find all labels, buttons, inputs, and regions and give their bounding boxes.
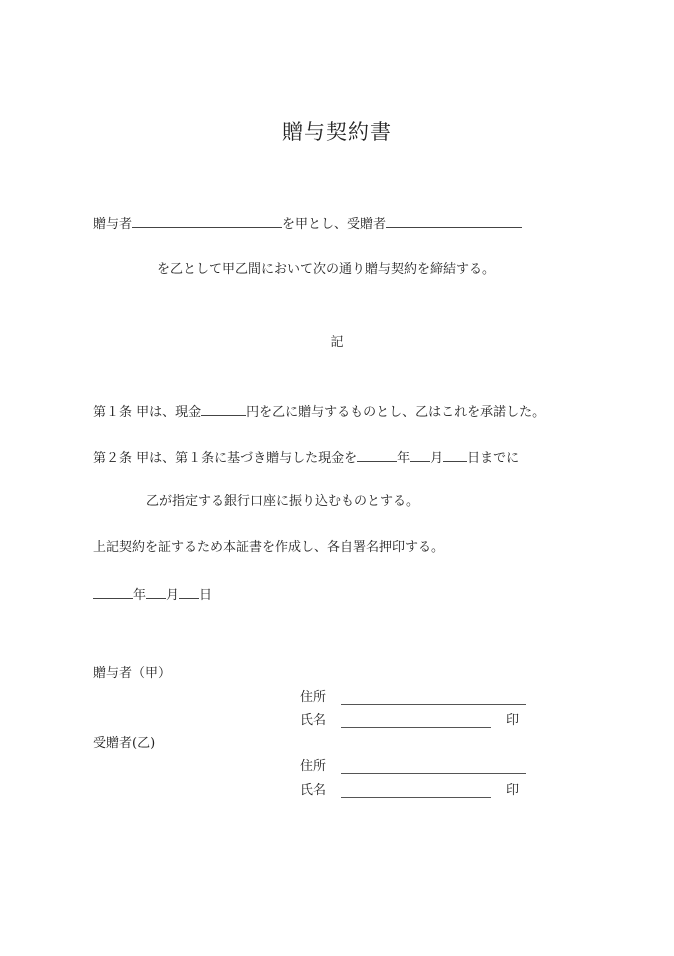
donor-address-label: 住所 xyxy=(300,690,327,705)
donee-block-label: 受贈者(乙) xyxy=(93,736,156,751)
article-2-month: 月 xyxy=(430,451,444,466)
donee-signature-blank[interactable] xyxy=(341,796,491,798)
date-day-label: 日 xyxy=(199,588,213,603)
date-year-blank[interactable] xyxy=(93,585,133,599)
donor-seal: 印 xyxy=(506,713,520,728)
article-2-head: 第２条 甲は、第１条に基づき贈与した現金を xyxy=(93,451,358,466)
article-1-tail: 円を乙に贈与するものとし、乙はこれを承諾した。 xyxy=(246,405,546,420)
date-day-blank[interactable] xyxy=(179,585,199,599)
article-1-head: 第１条 甲は、現金 xyxy=(93,405,202,420)
transfer-month-blank[interactable] xyxy=(410,448,430,462)
donee-name-label: 氏名 xyxy=(300,783,327,798)
contract-date xyxy=(93,585,212,605)
transfer-year-blank[interactable] xyxy=(357,448,397,462)
donor-prefix: 贈与者 xyxy=(93,217,133,232)
donee-address-blank[interactable] xyxy=(341,772,526,774)
donor-name-blank[interactable] xyxy=(132,214,282,228)
article-1 xyxy=(93,402,545,422)
closing-statement: 上記契約を証するため本証書を作成し、各自署名押印する。 xyxy=(93,540,445,555)
article-2-year: 年 xyxy=(397,451,411,466)
donor-name-label: 氏名 xyxy=(300,713,327,728)
date-month-label: 月 xyxy=(166,588,180,603)
intro-line-2: を乙として甲乙間において次の通り贈与契約を締結する。 xyxy=(157,262,496,277)
donor-block-label: 贈与者（甲） xyxy=(93,666,172,681)
document-title: 贈与契約書 xyxy=(282,120,392,144)
date-year-label: 年 xyxy=(133,588,147,603)
article-2 xyxy=(93,448,519,468)
transfer-day-blank[interactable] xyxy=(443,448,467,462)
donor-address-blank[interactable] xyxy=(341,703,526,705)
donor-suffix: を甲とし、受贈者 xyxy=(282,217,387,232)
donee-address-label: 住所 xyxy=(300,759,327,774)
donee-seal: 印 xyxy=(506,783,520,798)
article-2-line-2: 乙が指定する銀行口座に振り込むものとする。 xyxy=(146,494,420,509)
intro-line-1 xyxy=(93,214,522,234)
ki-heading: 記 xyxy=(330,335,344,350)
donor-signature-blank[interactable] xyxy=(341,726,491,728)
date-month-blank[interactable] xyxy=(146,585,166,599)
cash-amount-blank[interactable] xyxy=(201,402,246,416)
article-2-day-tail: 日までに xyxy=(467,451,520,466)
donee-name-blank[interactable] xyxy=(386,214,522,228)
